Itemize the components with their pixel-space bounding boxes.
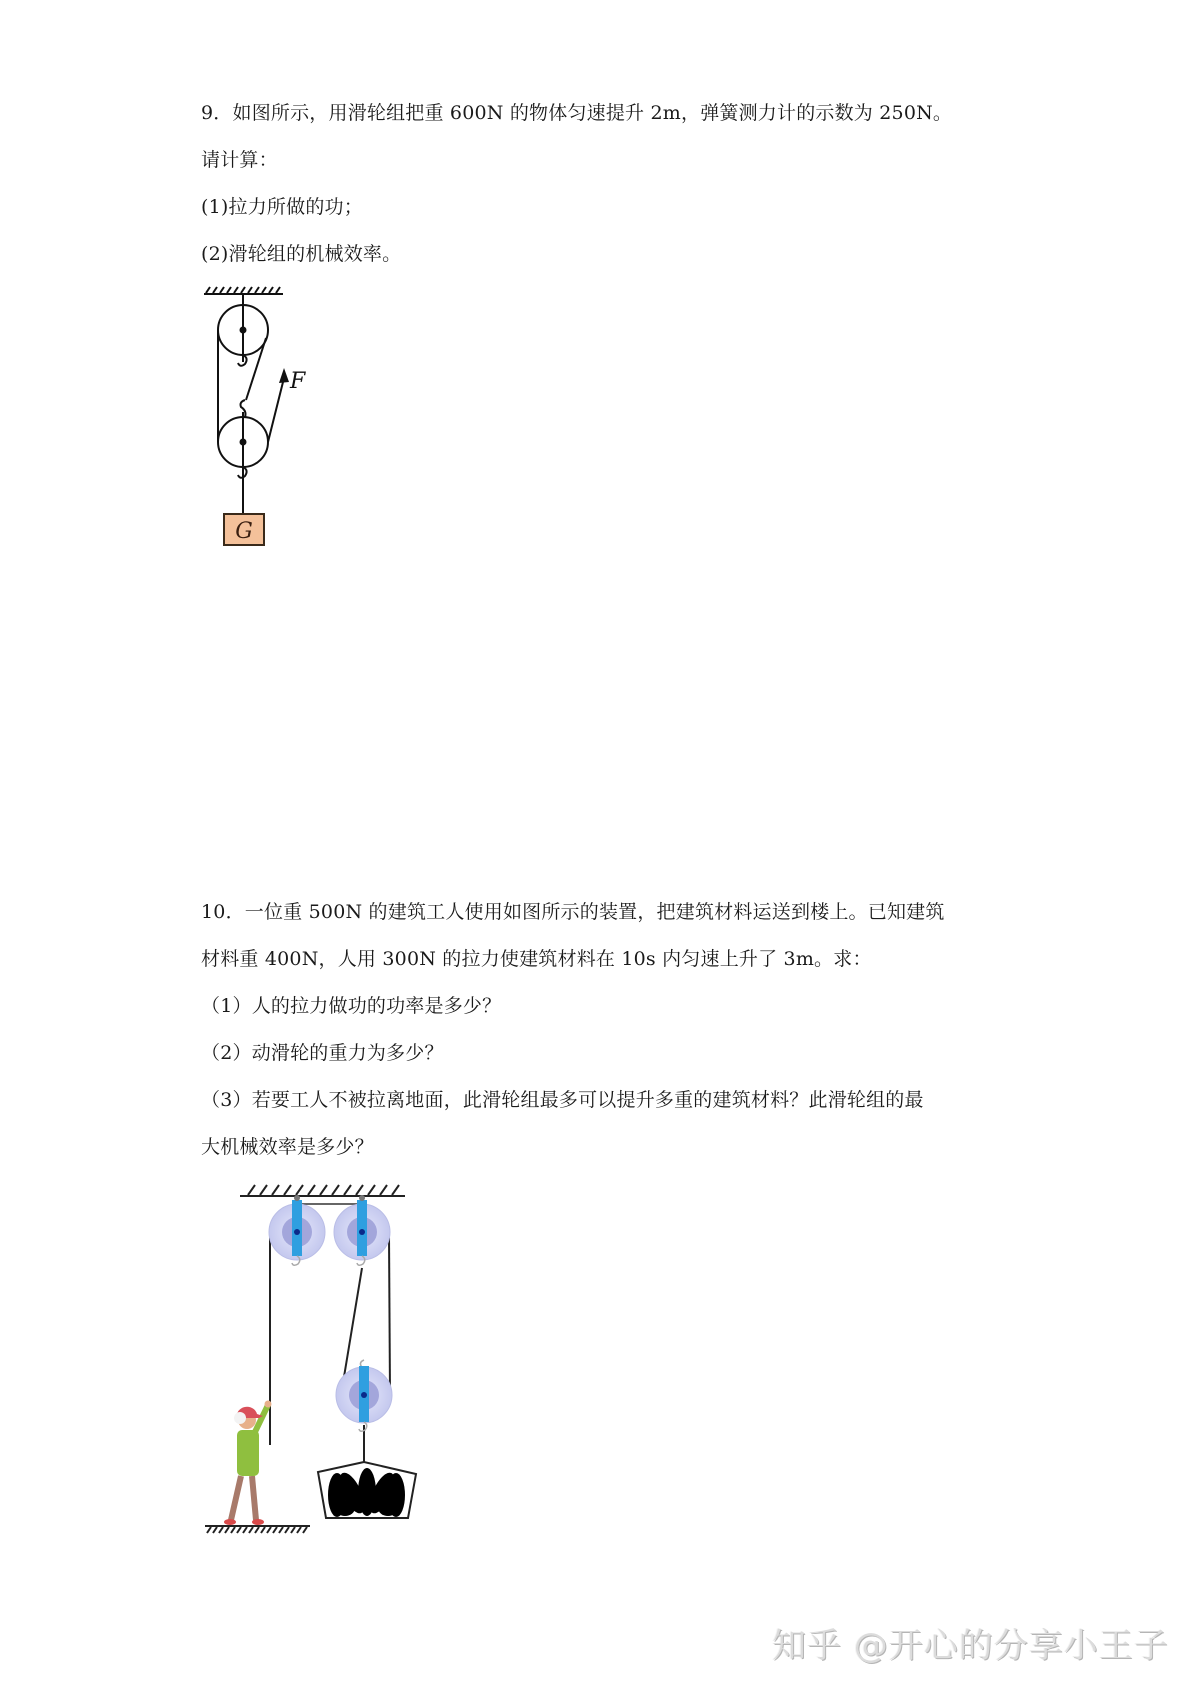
fixed-pulley-left-icon [269, 1195, 325, 1265]
force-label: F [290, 369, 306, 394]
problem-10-question-3-cont: 大机械效率是多少？ [201, 1136, 374, 1158]
problem-10-question-2: （2）动滑轮的重力为多少？ [201, 1042, 444, 1064]
ground-icon [205, 1526, 310, 1533]
material-basket-icon [318, 1462, 416, 1518]
ceiling-icon [204, 287, 283, 294]
problem-10-statement-2: 材料重 400N，人用 300N 的拉力使建筑材料在 10s 内匀速上升了 3m。求： [201, 948, 872, 970]
weight-label: G [235, 519, 253, 544]
problem-10-worker-pulley-diagram [195, 1170, 435, 1540]
movable-pulley-icon [218, 400, 268, 514]
watermark: 知乎 @开心的分享小王子 [772, 1626, 1169, 1666]
problem-9-statement: 9．如图所示，用滑轮组把重 600N 的物体匀速提升 2m，弹簧测力计的示数为 250N。 [201, 102, 953, 124]
problem-10-question-1: （1）人的拉力做功的功率是多少？ [201, 995, 502, 1017]
ceiling-icon [240, 1185, 405, 1196]
fixed-pulley-right-icon [334, 1195, 390, 1265]
problem-9-question-2: (2)滑轮组的机械效率。 [201, 243, 402, 265]
rope [270, 1232, 390, 1462]
problem-9-prompt: 请计算： [201, 149, 278, 171]
problem-9-pulley-diagram [190, 280, 320, 550]
problem-10-question-3: （3）若要工人不被拉离地面，此滑轮组最多可以提升多重的建筑材料？此滑轮组的最 [201, 1089, 924, 1111]
force-arrow-icon [279, 368, 289, 383]
problem-10-statement-1: 10．一位重 500N 的建筑工人使用如图所示的装置，把建筑材料运送到楼上。已知建筑 [201, 901, 945, 923]
worker-figure [224, 1401, 272, 1526]
problem-9-question-1: (1)拉力所做的功； [201, 196, 363, 218]
rope [218, 330, 284, 442]
